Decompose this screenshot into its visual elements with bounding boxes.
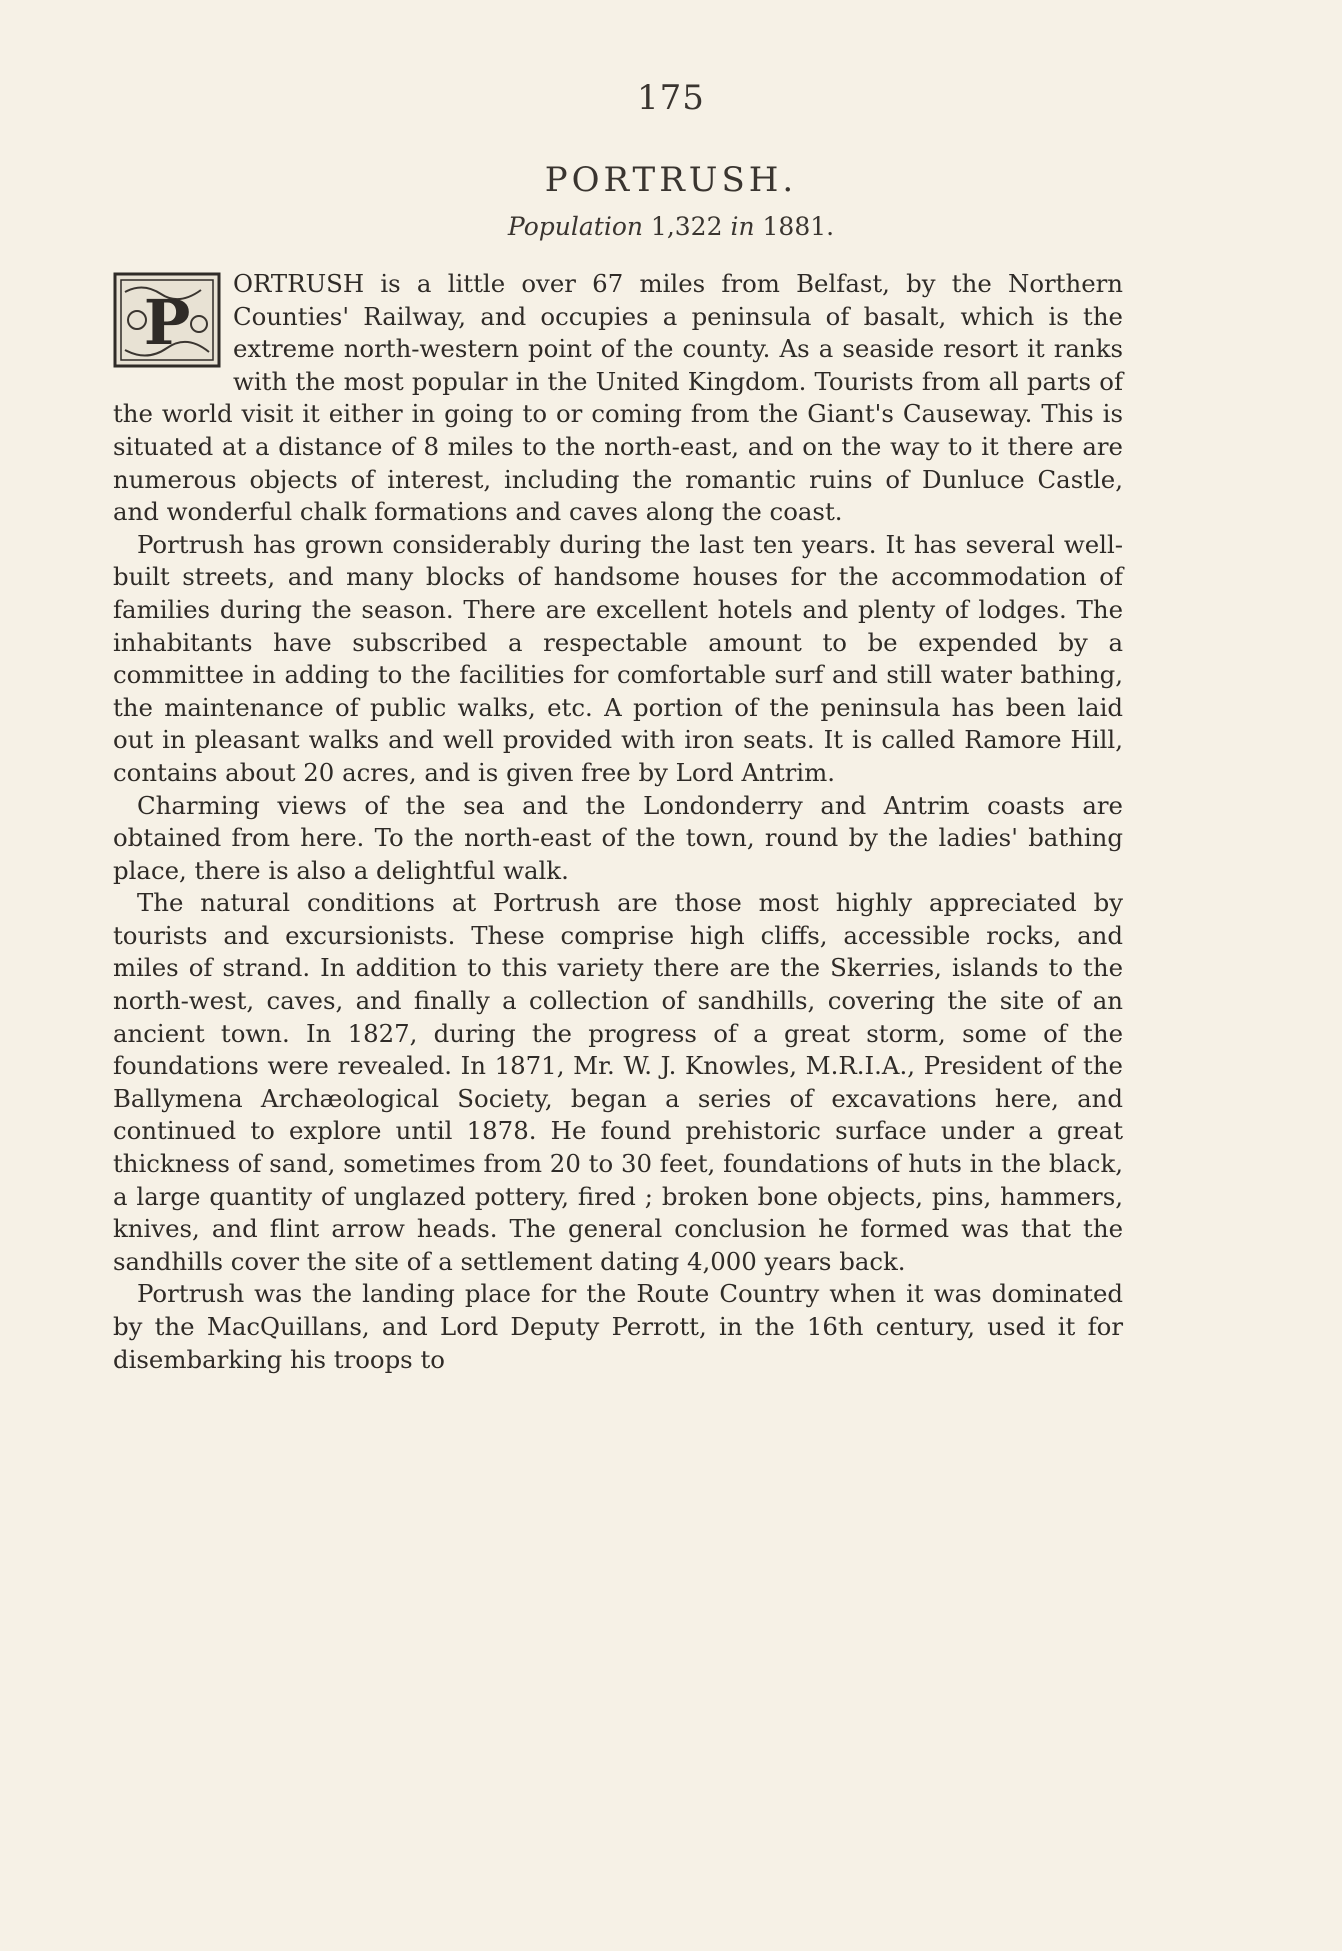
page-title: PORTRUSH. (544, 160, 798, 200)
paragraph-2: Portrush has grown considerably during the last ten years. It has several well-built streets, and many blocks of handsome houses for the accommodation of families during the season. There are excellent hotels and plenty of lodges. The inhabitants have subscribed a respectable amount to be expended by a committee in adding to the facilities for comfortable surf and still water bathing, the maintenance of public walks, etc. A portion of the peninsula has been laid out in pleasant walks and well provided with iron seats. It is called Ramore Hill, contains about 20 acres, and is given free by Lord Antrim. (113, 529, 1123, 787)
ornamental-drop-cap-icon (113, 272, 221, 368)
subtitle-population-number: 1,322 (650, 212, 723, 241)
paragraph-1 (113, 268, 1123, 529)
subtitle-year: 1881. (762, 212, 835, 241)
paragraph-3: Charming views of the sea and the Londonderry and Antrim coasts are obtained from here. To the north-east of the town, round by the ladies' bathing place, there is also a delightful walk. (113, 790, 1123, 885)
paragraph-1-text: ORTRUSH is a little over 67 miles from Belfast, by the Northern Counties' Railway, and occupies a peninsula of basalt, which is the extreme north-western point of the county. As a seaside resort it ranks with the most popular in the United Kingdom. Tourists from all parts of the world visit it either in going to or coming from the Giant's Causeway. This is situated at a distance of 8 miles to the north-east, and on the way to it there are numerous objects of interest, including the romantic ruins of Dunluce Castle, and wonderful chalk formations and caves along the coast. (113, 269, 1123, 527)
drop-cap-letter: P (143, 286, 191, 359)
paragraph-5: Portrush was the landing place for the Route Country when it was dominated by the MacQuillans, and Lord Deputy Perrott, in the 16th century, used it for disembarking his troops to (113, 1279, 1123, 1374)
paragraph-4: The natural conditions at Portrush are those most highly appreciated by tourists and excursionists. These comprise high cliffs, accessible rocks, and miles of strand. In addition to this variety there are the Skerries, islands to the north-west, caves, and finally a collection of sandhills, covering the site of an ancient town. In 1827, during the progress of a great storm, some of the foundations were revealed. In 1871, Mr. W. J. Knowles, M.R.I.A., President of the Ballymena Archæological Society, began a series of excavations here, and continued to explore until 1878. He found prehistoric surface under a great thickness of sand, sometimes from 20 to 30 feet, foundations of huts in the black, a large quantity of unglazed pottery, fired ; broken bone objects, pins, hammers, knives, and flint arrow heads. The general conclusion he formed was that the sandhills cover the site of a settlement dating 4,000 years back. (113, 888, 1123, 1276)
subtitle-in-label: in (730, 212, 755, 241)
page-number: 175 (637, 78, 705, 118)
subtitle-population-label: Population (507, 212, 643, 241)
article-body (113, 268, 1123, 1376)
population-subtitle (0, 212, 1342, 241)
